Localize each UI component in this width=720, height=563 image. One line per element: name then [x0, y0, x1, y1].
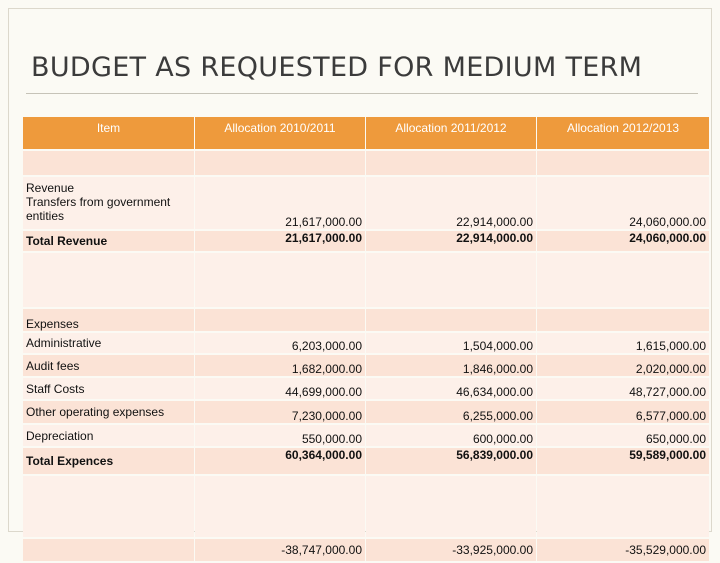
- row-label: Total Expences: [23, 448, 194, 474]
- row-value: 56,839,000.00: [366, 448, 536, 474]
- column-header-2011-2012: Allocation 2011/2012: [366, 117, 536, 149]
- row-value: 550,000.00: [195, 425, 365, 446]
- row-value: [195, 151, 365, 175]
- row-value: 7,230,000.00: [195, 401, 365, 423]
- row-value: 6,577,000.00: [537, 401, 709, 423]
- row-value: 600,000.00: [366, 425, 536, 446]
- table-row: [23, 355, 709, 376]
- table-row: [23, 378, 709, 399]
- row-value: 21,617,000.00: [195, 231, 365, 251]
- row-value: 46,634,000.00: [366, 378, 536, 399]
- row-label: [23, 151, 194, 175]
- row-label: Administrative: [23, 333, 194, 353]
- row-label: Audit fees: [23, 355, 194, 376]
- row-value: [195, 253, 365, 307]
- row-value: [195, 476, 365, 537]
- table-row: [23, 425, 709, 446]
- row-value: 6,255,000.00: [366, 401, 536, 423]
- table-row: [23, 401, 709, 423]
- row-value: 60,364,000.00: [195, 448, 365, 474]
- row-label: Total Revenue: [23, 231, 194, 251]
- table-row: [23, 309, 709, 331]
- row-value: 59,589,000.00: [537, 448, 709, 474]
- row-value: 1,615,000.00: [537, 333, 709, 353]
- column-header-2010-2011: Allocation 2010/2011: [195, 117, 365, 149]
- row-value: -35,529,000.00: [537, 539, 709, 561]
- row-value: [366, 151, 536, 175]
- row-label: Expenses: [23, 309, 194, 331]
- row-value: -33,925,000.00: [366, 539, 536, 561]
- row-value: 22,914,000.00: [366, 231, 536, 251]
- column-header-2012-2013: Allocation 2012/2013: [537, 117, 709, 149]
- row-value: 6,203,000.00: [195, 333, 365, 353]
- table-row: [23, 539, 709, 561]
- row-value: [195, 309, 365, 331]
- row-value: 24,060,000.00: [537, 177, 709, 229]
- title-divider: [26, 93, 698, 94]
- table-row: [23, 151, 709, 175]
- table-row: [23, 333, 709, 353]
- page-title: BUDGET AS REQUESTED FOR MEDIUM TERM: [31, 52, 643, 83]
- table-header-row: [23, 117, 709, 149]
- row-value: [366, 476, 536, 537]
- row-value: [537, 309, 709, 331]
- row-label: [23, 253, 194, 307]
- row-value: 22,914,000.00: [366, 177, 536, 229]
- row-value: 21,617,000.00: [195, 177, 365, 229]
- row-value: [537, 476, 709, 537]
- row-label: Depreciation: [23, 425, 194, 446]
- row-value: 2,020,000.00: [537, 355, 709, 376]
- table-row: [23, 231, 709, 251]
- row-label: [23, 539, 194, 561]
- table-row: [23, 448, 709, 474]
- row-value: [537, 253, 709, 307]
- row-value: 1,504,000.00: [366, 333, 536, 353]
- row-value: [366, 253, 536, 307]
- row-value: 44,699,000.00: [195, 378, 365, 399]
- column-header-item: Item: [23, 117, 194, 149]
- row-label: Revenue Transfers from government entities: [23, 177, 194, 229]
- budget-table: [22, 115, 710, 563]
- row-value: [537, 151, 709, 175]
- table-row: [23, 253, 709, 307]
- row-value: 24,060,000.00: [537, 231, 709, 251]
- row-value: 1,846,000.00: [366, 355, 536, 376]
- row-value: 650,000.00: [537, 425, 709, 446]
- row-value: 1,682,000.00: [195, 355, 365, 376]
- table-row: [23, 177, 709, 229]
- row-label: Staff Costs: [23, 378, 194, 399]
- row-value: [366, 309, 536, 331]
- row-label: [23, 476, 194, 537]
- row-value: 48,727,000.00: [537, 378, 709, 399]
- row-label: Other operating expenses: [23, 401, 194, 423]
- row-value: -38,747,000.00: [195, 539, 365, 561]
- table-row: [23, 476, 709, 537]
